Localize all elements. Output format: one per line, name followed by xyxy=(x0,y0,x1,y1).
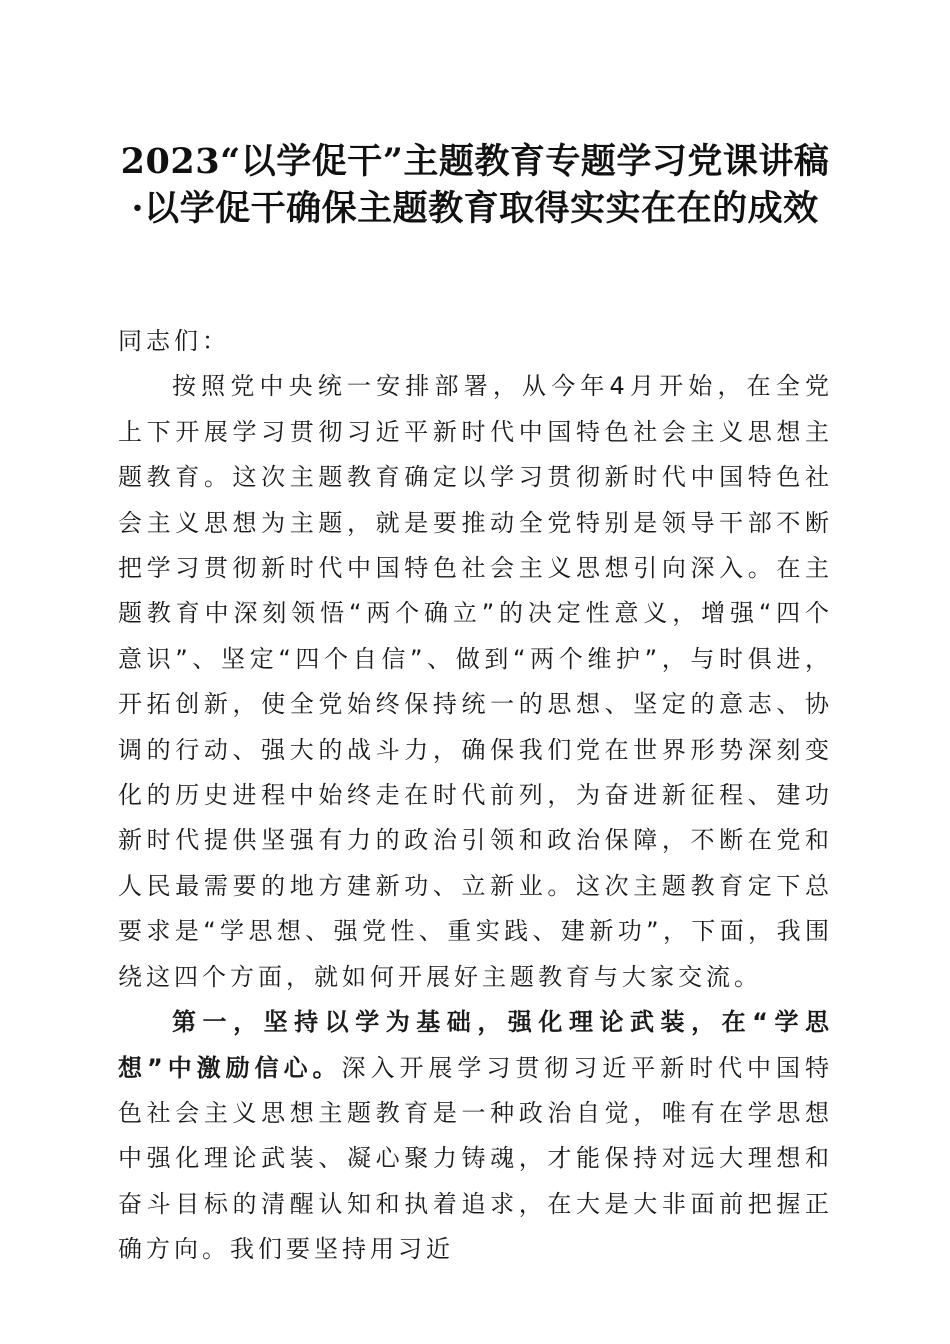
paragraph-first-point-lead: 第一，坚持以学为基础，强化理论武装，在“学思想”中激励信心。 xyxy=(118,1008,833,1082)
salutation: 同志们： xyxy=(118,327,230,355)
paragraph-intro: 按照党中央统一安排部署，从今年4月开始，在全党上下开展学习贯彻习近平新时代中国特色社会主义思想主题教育。这次主题教育确定以学习贯彻新时代中国特色社会主义思想为主题，就是要推动全党特别是领导干部不断把学习贯彻新时代中国特色社会主义思想引向深入。在主题教育中深刻领悟“两个确立”的决定性意义，增强“四个意识”、坚定“四个自信”、做到“两个维护”，与时俱进，开拓创新，使全党始终保持统一的思想、坚定的意志、协调的行动、强大的战斗力，确保我们党在世界形势深刻变化的历史进程中始终走在时代前列，为奋进新征程、建功新时代提供坚强有力的政治引领和政治保障，不断在党和人民最需要的地方建新功、立新业。这次主题教育定下总要求是“学思想、强党性、重实践、建新功”，下面，我围绕这四个方面，就如何开展好主题教育与大家交流。 xyxy=(118,372,833,991)
paragraph-first-point-body: 深入开展学习贯彻习近平新时代中国特色社会主义思想主题教育是一种政治自觉，唯有在学思想中强化理论武装、凝心聚力铸魂，才能保持对远大理想和奋斗目标的清醒认知和执着追求，在大是大非面前把握正确方向。我们要坚持用习近 xyxy=(118,1053,833,1264)
document-body xyxy=(118,319,833,1273)
document-title: 2023“以学促干”主题教育专题学习党课讲稿·以学促干确保主题教育取得实实在在的成效 xyxy=(120,141,830,229)
paragraph-first-point xyxy=(118,1000,833,1272)
